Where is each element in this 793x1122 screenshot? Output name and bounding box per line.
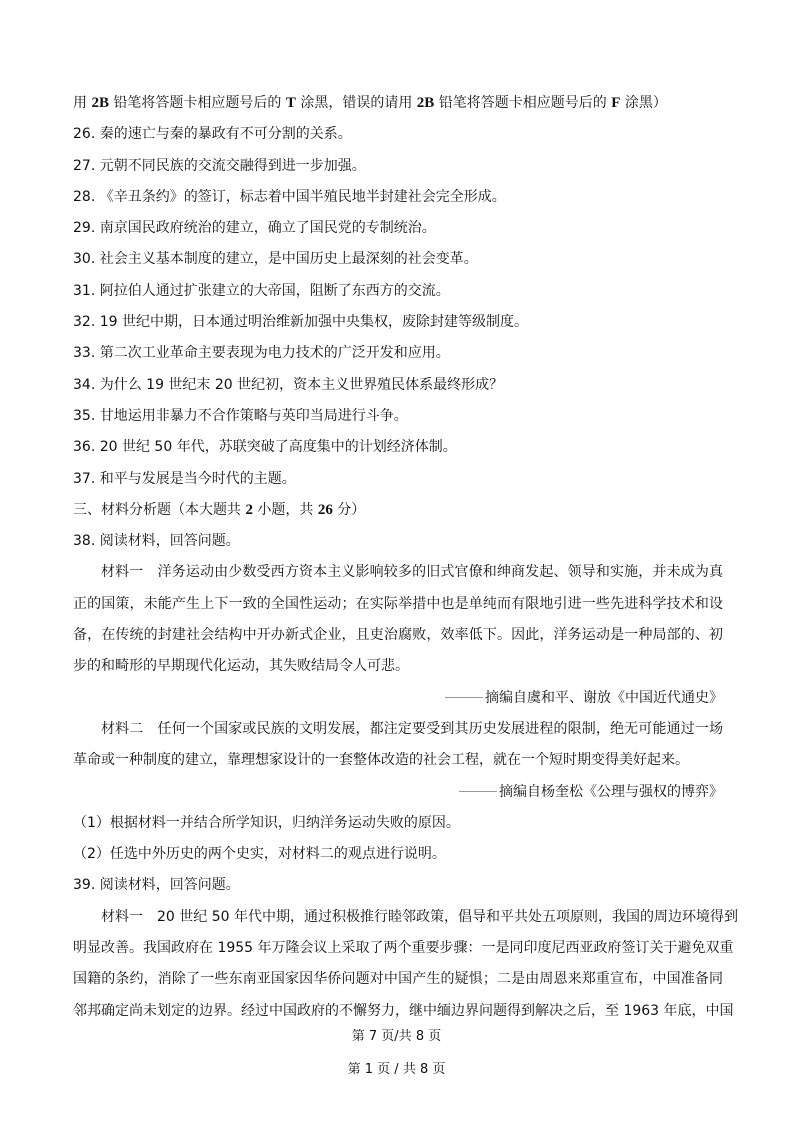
- source-citation: [73, 687, 723, 718]
- question-32: 32. 19 世纪中期，日本通过明治维新加强中央集权，废除封建等级制度。: [73, 314, 528, 331]
- text: 铅笔将答题卡相应题号后的: [108, 95, 286, 111]
- text: 三、材料分析题（本大题共: [73, 501, 246, 518]
- source-text: 摘编自虞和平、谢放《中国近代通史》: [485, 689, 723, 706]
- question-37: 37. 和平与发展是当今时代的主题。: [73, 470, 296, 487]
- text: 用: [73, 95, 92, 111]
- question-28: 28. 《辛丑条约》的签订，标志着中国半殖民地半封建社会完全形成。: [73, 188, 506, 205]
- text: 涂黑）: [620, 95, 667, 111]
- material-line: 备，在传统的封建社会结构中开办新式企业，且吏治腐败，效率低下。因此，洋务运动是一种局部的、初: [73, 627, 723, 644]
- material-line: 明显改善。我国政府在 1955 年万隆会议上采取了两个重要步骤：一是同印度尼西亚政府签订关于避免双重: [73, 940, 734, 957]
- question-29: 29. 南京国民政府统治的建立，确立了国民党的专制统治。: [73, 220, 436, 237]
- question-26: 26. 秦的速亡与秦的暴政有不可分割的关系。: [73, 126, 352, 143]
- bold-text: T: [285, 95, 296, 111]
- document-page: [73, 92, 738, 1031]
- material-line: 革命或一种制度的建立，靠理想家设计的一套整体改造的社会工程，就在一个短时期变得美好起来。: [73, 752, 689, 769]
- question-35: 35. 甘地运用非暴力不合作策略与英印当局进行斗争。: [73, 407, 408, 424]
- source-citation: [73, 781, 723, 812]
- judgment-list: [73, 123, 723, 499]
- question-34: 34. 为什么 19 世纪末 20 世纪初，资本主义世界殖民体系最终形成？: [73, 376, 504, 393]
- outer-page-number: 第 1 页 / 共 8 页: [347, 1062, 446, 1077]
- dash-line: [459, 791, 497, 792]
- bold-text: 2B: [416, 95, 435, 111]
- bold-text: 26: [317, 501, 333, 518]
- text: 小题，共: [252, 501, 318, 518]
- sub-question-2: （2）任选中外历史的两个史实，对材料二的观点进行说明。: [73, 846, 446, 863]
- bold-text: 2B: [91, 95, 109, 111]
- dash-line: [445, 697, 483, 698]
- inner-page-number: 第 7 页/共 8 页: [351, 1029, 442, 1044]
- question-30: 30. 社会主义基本制度的建立，是中国历史上最深刻的社会变革。: [73, 251, 478, 268]
- question-38-title: 38. 阅读材料，回答问题。: [73, 533, 240, 550]
- material-line: 步的和畸形的早期现代化运动，其失败结局令人可悲。: [73, 658, 409, 675]
- source-text: 摘编自杨奎松《公理与强权的博弈》: [499, 783, 723, 800]
- material-line: 材料二 任何一个国家或民族的文明发展，都注定要受到其历史发展进程的限制，绝无可能通过一场: [101, 720, 723, 737]
- instruction-line: [73, 92, 723, 123]
- question-33: 33. 第二次工业革命主要表现为电力技术的广泛开发和应用。: [73, 345, 450, 362]
- text: 分）: [332, 501, 366, 518]
- question-31: 31. 阿拉伯人通过扩张建立的大帝国，阻断了东西方的交流。: [73, 282, 450, 299]
- material-line: 材料一 20 世纪 50 年代中期，通过积极推行睦邻政策，倡导和平共处五项原则，我国的周边环境得到: [101, 908, 738, 925]
- material-line: 邻邦确定尚未划定的边界。经过中国政府的不懈努力，继中缅边界问题得到解决之后，至 1963 年底，中国: [73, 1002, 734, 1019]
- bold-text: F: [611, 95, 621, 111]
- section-heading: [73, 499, 723, 530]
- text: 铅笔将答题卡相应题号后的: [434, 95, 612, 111]
- material-line: 国籍的条约，消除了一些东南亚国家因华侨问题对中国产生的疑惧；二是由周恩来郑重宣布，中国准备同: [73, 971, 723, 988]
- text: 涂黑，错误的请用: [295, 95, 417, 111]
- sub-question-1: （1）根据材料一并结合所学知识，归纳洋务运动失败的原因。: [73, 814, 460, 831]
- question-39-title: 39. 阅读材料，回答问题。: [73, 877, 240, 894]
- material-line: 正的国策，未能产生上下一致的全国性运动；在实际举措中也是单纯而有限地引进一些先进科学技术和设: [73, 595, 723, 612]
- question-27: 27. 元朝不同民族的交流交融得到进一步加强。: [73, 157, 366, 174]
- bold-text: 2: [245, 501, 253, 518]
- material-line: 材料一 洋务运动由少数受西方资本主义影响较多的旧式官僚和绅商发起、领导和实施，并未成为真: [101, 564, 723, 581]
- question-36: 36. 20 世纪 50 年代，苏联突破了高度集中的计划经济体制。: [73, 439, 457, 456]
